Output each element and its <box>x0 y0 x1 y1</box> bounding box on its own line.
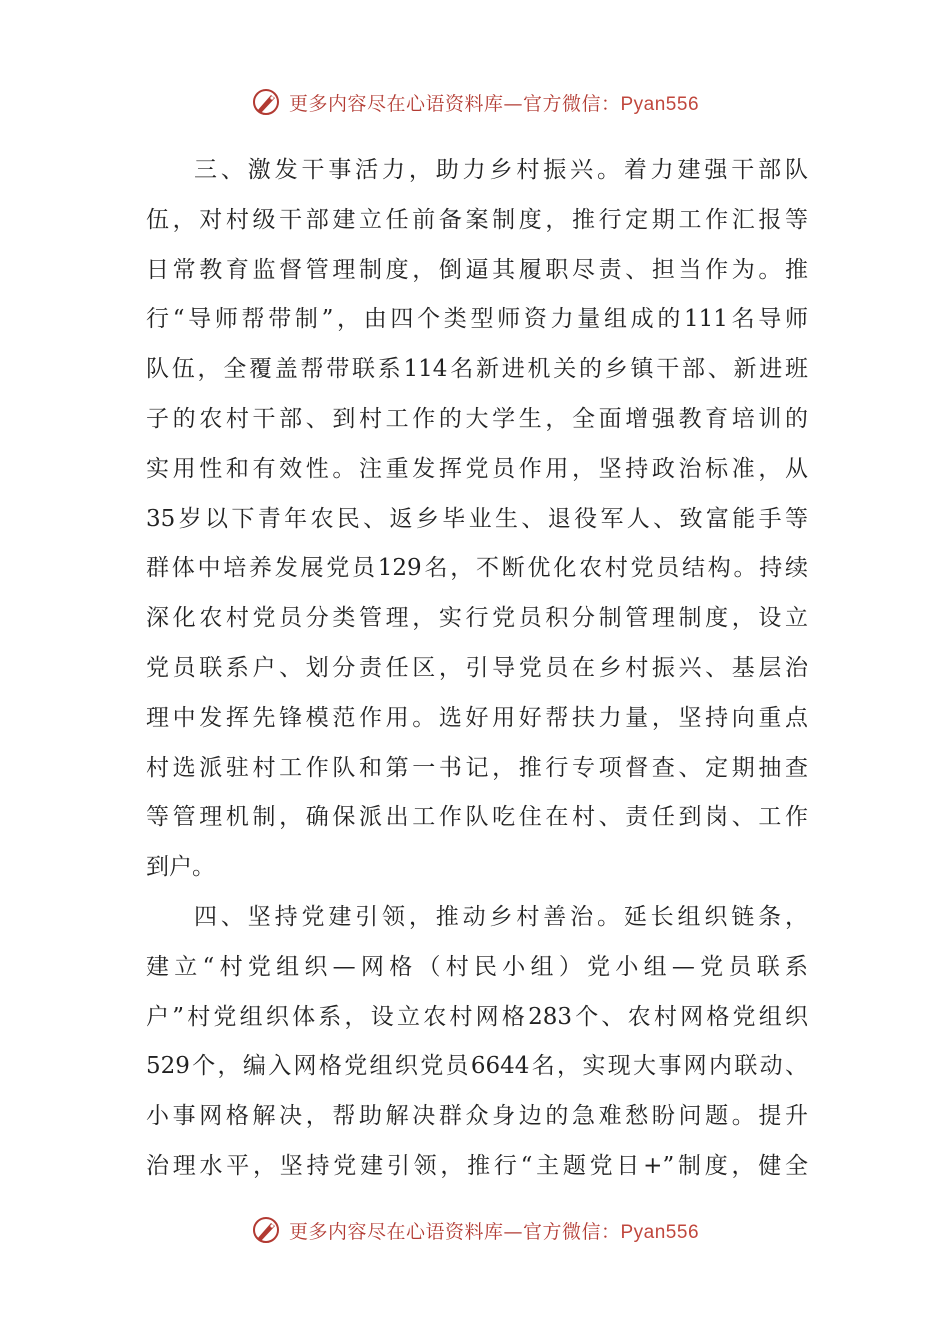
paragraph-line: 队伍，全覆盖帮带联系114名新进机关的乡镇干部、新进班 <box>146 356 808 383</box>
pen-nib-icon <box>251 1215 281 1245</box>
paragraph-line: 子的农村干部、到村工作的大学生，全面增强教育培训的 <box>146 405 808 432</box>
header-watermark-banner <box>0 82 950 122</box>
header-wechat-id: Pyan556 <box>620 93 700 115</box>
paragraph-line: 建立“村党组织—网格（村民小组）党小组—党员联系 <box>146 953 808 980</box>
paragraph-line: 三、激发干事活力，助力乡村振兴。着力建强干部队 <box>194 157 808 183</box>
document-body <box>146 146 808 1192</box>
paragraph-line: 到户。 <box>146 854 215 881</box>
paragraph-line: 户”村党组织体系，设立农村网格283个、农村网格党组织 <box>146 1003 808 1030</box>
paragraph-line: 村选派驻村工作队和第一书记，推行专项督查、定期抽查 <box>146 754 808 781</box>
paragraph-line: 529个，编入网格党组织党员6644名，实现大事网内联动、 <box>146 1053 808 1080</box>
paragraph-line: 深化农村党员分类管理，实行党员积分制管理制度，设立 <box>146 605 808 632</box>
paragraph-line: 群体中培养发展党员129名，不断优化农村党员结构。持续 <box>146 555 808 582</box>
paragraph-line: 理中发挥先锋模范作用。选好用好帮扶力量，坚持向重点 <box>146 704 808 731</box>
pen-nib-icon <box>251 87 281 117</box>
header-watermark-text: 更多内容尽在心语资料库—官方微信：Pyan556 <box>288 92 700 115</box>
paragraph-line: 治理水平，坚持党建引领，推行“主题党日+”制度，健全 <box>146 1152 808 1179</box>
footer-watermark-banner <box>0 1210 950 1250</box>
paragraph-line: 四、坚持党建引领，推动乡村善治。延长组织链条， <box>194 903 808 930</box>
paragraph-line: 日常教育监督管理制度，倒逼其履职尽责、担当作为。推 <box>146 256 808 283</box>
paragraph-line: 35岁以下青年农民、返乡毕业生、退役军人、致富能手等 <box>146 505 808 532</box>
paragraph-line: 党员联系户、划分责任区，引导党员在乡村振兴、基层治 <box>146 654 808 681</box>
paragraph-line: 等管理机制，确保派出工作队吃住在村、责任到岗、工作 <box>146 804 808 831</box>
paragraph-line: 实用性和有效性。注重发挥党员作用，坚持政治标准，从 <box>146 455 808 482</box>
footer-wechat-id: Pyan556 <box>620 1221 700 1243</box>
paragraph-line: 行“导师帮带制”，由四个类型师资力量组成的111名导师 <box>146 306 808 333</box>
paragraph-line: 小事网格解决，帮助解决群众身边的急难愁盼问题。提升 <box>146 1103 808 1130</box>
footer-watermark-text: 更多内容尽在心语资料库—官方微信：Pyan556 <box>288 1220 700 1243</box>
paragraph-line: 伍，对村级干部建立任前备案制度，推行定期工作汇报等 <box>146 206 808 233</box>
